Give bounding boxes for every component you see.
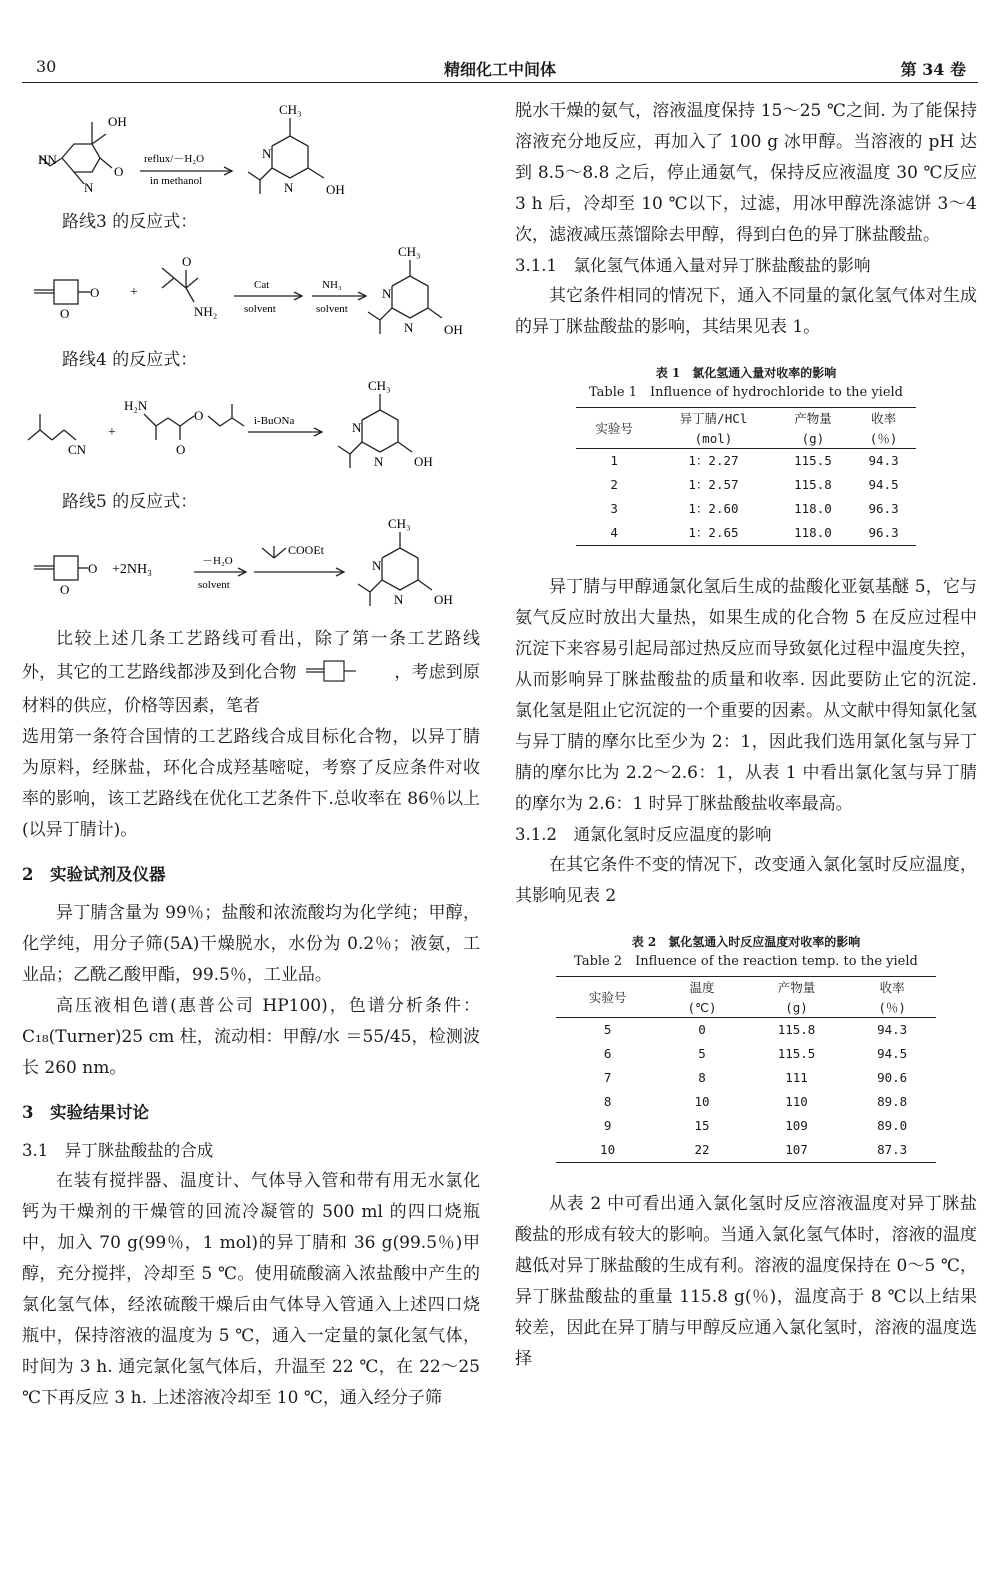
table1-cell: 4 bbox=[610, 525, 618, 540]
label-o-ester: O bbox=[176, 442, 186, 457]
label-cooet: COOEt bbox=[288, 543, 324, 557]
label-reflux: reflux/－H₂O bbox=[144, 153, 205, 165]
plus-sign: + bbox=[130, 285, 138, 300]
paragraph-table2-discussion: 从表 2 中可看出通入氯化氢时反应溶液温度对异丁脒盐酸盐的形成有较大的影响。当通入氯化氢气体时，溶液的温度越低对异丁脒盐酸的生成有利。溶液的温度保持在 0～5 ℃，异丁脒盐酸盐的重量 115.8 g(％)，温度高于 8 ℃以上结果较差，因此在异丁腈与甲醇反应通入氯化氢时，溶液的温度选择 bbox=[515, 1194, 977, 1369]
label-o-ether: O bbox=[194, 408, 204, 423]
table2-unit-product: (g) bbox=[785, 999, 808, 1015]
paragraph-synthesis: 在装有搅拌器、温度计、气体导入管和带有用无水氯化钙为干燥剂的干燥管的回流冷凝管的 500 ml 的四口烧瓶中，加入 70 g(99％，1 mol)的异丁腈和 36 g(99.5％)甲醇，充分搅拌，冷却至 5 ℃。使用硫酸滴入浓盐酸中产生的氯化氢气体，经浓硫酸干燥后由气体导入管通入上述四口烧瓶中，保持溶液的温度为 5 ℃，通入一定量的氯化氢气体，时间为 3 h. 通完氯化氢气体后，升温至 22 ℃，在 22～25 ℃下再反应 3 h. 上述溶液冷却至 10 ℃，通入经分子筛 bbox=[22, 1171, 480, 1408]
table2-cell: 115.5 bbox=[777, 1046, 816, 1061]
section-3-heading: 3 实验结果讨论 bbox=[22, 1103, 149, 1122]
table2-caption-en: Table 2 Influence of the reaction temp. to the yield bbox=[574, 954, 918, 969]
table2-cell: 115.8 bbox=[777, 1022, 816, 1037]
table2-cell: 111 bbox=[785, 1070, 808, 1085]
label-n-r4: N bbox=[352, 420, 362, 435]
table-row bbox=[576, 521, 916, 546]
table2-header-temp: 温度 bbox=[689, 980, 715, 995]
table-row bbox=[556, 1042, 936, 1066]
label-o-amide: O bbox=[182, 254, 192, 269]
table1-cell: 1：2.27 bbox=[688, 453, 739, 468]
label-n: N bbox=[84, 180, 94, 195]
route5-label: 路线5 的反应式： bbox=[62, 492, 198, 512]
table1-header-product: 产物量 bbox=[794, 411, 832, 426]
page-header bbox=[22, 57, 978, 81]
diketene-inline-structure bbox=[302, 655, 394, 691]
route3-label: 路线3 的反应式： bbox=[62, 212, 198, 232]
table1-unit-yield: (％) bbox=[869, 431, 898, 446]
table2-cell: 109 bbox=[785, 1118, 808, 1133]
table-row bbox=[576, 473, 916, 497]
table1-cell: 1 bbox=[610, 453, 618, 468]
table1-caption-en: Table 1 Influence of hydrochloride to the yield bbox=[589, 385, 903, 400]
reaction-scheme-route4 bbox=[22, 374, 480, 484]
reaction-scheme-route5 bbox=[22, 516, 480, 614]
label-plus-2nh3: +2NH₃ bbox=[112, 562, 152, 577]
table1-block bbox=[515, 363, 977, 546]
table-row bbox=[576, 449, 916, 474]
table2-block bbox=[515, 932, 977, 1163]
table1-cell: 115.5 bbox=[794, 453, 832, 468]
label-hn: HN bbox=[38, 152, 57, 167]
table2-cell: 89.0 bbox=[877, 1118, 908, 1133]
section-3-1-1-heading: 3.1.1 氯化氢气体通入量对异丁脒盐酸盐的影响 bbox=[515, 256, 871, 275]
table2-cell: 15 bbox=[694, 1118, 710, 1133]
table2-cell: 5 bbox=[603, 1022, 612, 1037]
label-n-r3-2: N bbox=[404, 320, 414, 335]
table2-cell: 22 bbox=[694, 1142, 710, 1157]
table1-cell: 94.3 bbox=[868, 453, 899, 468]
table1-cell: 3 bbox=[610, 501, 618, 516]
table1-cell: 94.5 bbox=[868, 477, 899, 492]
table2-caption-cn: 表 2 氯化氢通入时反应温度对收率的影响 bbox=[631, 935, 861, 949]
page-number: 30 bbox=[36, 57, 57, 76]
paragraph-hplc: 高压液相色谱(惠普公司 HP100)，色谱分析条件：C₁₈(Turner)25 cm 柱，流动相：甲醇/水 ＝55/45，检测波长 260 nm。 bbox=[22, 996, 480, 1078]
label-oh: OH bbox=[108, 114, 127, 129]
comparison-text-a: 比较上述几条工艺路线可看出，除了第一条工艺路线外，其它的工艺路线都涉及到化合物 bbox=[22, 629, 480, 683]
table2-cell: 6 bbox=[603, 1046, 612, 1061]
table1-cell: 2 bbox=[610, 477, 618, 492]
route4-label: 路线4 的反应式： bbox=[62, 350, 198, 370]
label-o-lactone: O bbox=[90, 285, 100, 300]
section-2-heading: 2 实验试剂及仪器 bbox=[22, 865, 166, 884]
table2-cell: 110 bbox=[785, 1094, 808, 1109]
label-n-r5-2: N bbox=[394, 592, 404, 607]
label-o-lactone-r5: O bbox=[88, 561, 98, 576]
comparison-text-b: ，考虑到原材料的供应，价格等因素，笔者 bbox=[22, 662, 481, 716]
table1-header-exp: 实验号 bbox=[576, 408, 652, 449]
table1-cell: 1：2.65 bbox=[688, 525, 739, 540]
label-o-ring: O bbox=[60, 306, 70, 321]
label-ch3-r4: CH₃ bbox=[368, 378, 391, 393]
table-row bbox=[556, 1018, 936, 1043]
table1-cell: 118.0 bbox=[794, 525, 832, 540]
label-o-ring-r5: O bbox=[60, 582, 70, 597]
table2-cell: 10 bbox=[694, 1094, 710, 1109]
table1-header-ratio: 异丁腈/HCl bbox=[679, 411, 748, 426]
table2-cell: 94.5 bbox=[877, 1046, 908, 1061]
table-row bbox=[556, 1090, 936, 1114]
label-oh-r4: OH bbox=[414, 454, 433, 469]
section-3-1-heading: 3.1 异丁脒盐酸盐的合成 bbox=[22, 1141, 214, 1160]
table2-cell: 8 bbox=[603, 1094, 612, 1109]
label-in-methanol: in methanol bbox=[150, 175, 203, 187]
table-row bbox=[556, 1138, 936, 1163]
reaction-scheme-route3 bbox=[22, 236, 480, 342]
paragraph-hcl-amount: 其它条件相同的情况下，通入不同量的氯化氢气体对生成的异丁脒盐酸盐的影响，其结果见表 1。 bbox=[515, 286, 977, 337]
label-cat: Cat bbox=[254, 279, 270, 291]
table2-cell: 8 bbox=[698, 1070, 706, 1085]
table2-header-exp: 实验号 bbox=[556, 977, 659, 1018]
label-h2n: H₂N bbox=[124, 398, 148, 413]
table2-cell: 87.3 bbox=[877, 1142, 908, 1157]
plus-sign-r4: + bbox=[108, 425, 116, 440]
table2-cell: 94.3 bbox=[877, 1022, 908, 1037]
table-row bbox=[556, 1066, 936, 1090]
table1-cell: 115.8 bbox=[794, 477, 832, 492]
table2-cell: 90.6 bbox=[877, 1070, 908, 1085]
table2-cell: 107 bbox=[785, 1142, 808, 1157]
label-n-product-2: N bbox=[284, 180, 294, 195]
table1-cell: 118.0 bbox=[794, 501, 832, 516]
table1 bbox=[576, 407, 916, 546]
table2-unit-yield: (％) bbox=[878, 1000, 906, 1015]
label-minus-h2o: －H₂O bbox=[202, 555, 233, 567]
table2-cell: 10 bbox=[600, 1142, 616, 1157]
table2-cell: 0 bbox=[698, 1022, 706, 1037]
label-n-product: N bbox=[262, 146, 272, 161]
table-row bbox=[556, 1114, 936, 1138]
paragraph-reagents: 异丁腈含量为 99％；盐酸和浓流酸均为化学纯；甲醇，化学纯，用分子筛(5A)干燥脱水，水份为 0.2％；液氨，工业品；乙酰乙酸甲酯，99.5％，工业品。 bbox=[22, 903, 480, 985]
label-cn: CN bbox=[68, 442, 87, 457]
label-n-r5: N bbox=[372, 558, 382, 573]
label-nh3: NH₃ bbox=[322, 279, 342, 291]
journal-title: 精细化工中间体 bbox=[443, 60, 556, 79]
label-oh-r3: OH bbox=[444, 322, 463, 337]
table2-unit-temp: (℃) bbox=[687, 999, 717, 1015]
table1-unit-ratio: (mol) bbox=[694, 430, 733, 446]
table2-header-yield: 收率 bbox=[879, 980, 905, 995]
label-nh2: NH₂ bbox=[194, 304, 218, 319]
table2-cell: 5 bbox=[698, 1046, 706, 1061]
section-3-1-2-heading: 3.1.2 通氯化氢时反应温度的影响 bbox=[515, 825, 772, 844]
label-solvent-r5: solvent bbox=[198, 579, 230, 591]
label-ch3-r5: CH₃ bbox=[388, 516, 411, 531]
left-column bbox=[22, 96, 480, 1414]
right-column bbox=[515, 96, 977, 1375]
paragraph-temperature: 在其它条件不变的情况下，改变通入氯化氢时反应温度，其影响见表 2 bbox=[515, 855, 977, 906]
paragraph-iminoether: 异丁腈与甲醇通氯化氢后生成的盐酸化亚氨基醚 5，它与氨气反应时放出大量热，如果生成的化合物 5 在反应过程中沉淀下来容易引起局部过热反应而导致氨化过程中温度失控，从而影响异丁脒盐酸盐的质量和收率. 因此要防止它的沉淀. 氯化氢是阻止它沉淀的一个重要的因素。从文献中得知氯化氢与异丁腈的摩尔比至少为 2：1，因此我们选用氯化氢与异丁腈的摩尔比为 2.2～2.6：1，从表 1 中看出氯化氢与异丁腈的摩尔为 2.6：1 时异丁脒盐酸盐收率最高。 bbox=[515, 577, 977, 814]
label-oh-r5: OH bbox=[434, 592, 453, 607]
label-oh-product: OH bbox=[326, 182, 345, 197]
paragraph-comparison bbox=[22, 624, 480, 722]
table1-cell: 1：2.60 bbox=[688, 501, 739, 516]
paragraph-synthesis-continued: 脱水干燥的氨气，溶液温度保持 15～25 ℃之间. 为了能保持溶液充分地反应，再加入了 100 g 冰甲醇。当溶液的 pH 达到 8.5～8.8 之后，停止通氨气，保持反应液温度 30 ℃反应 3 h 后，冷却至 10 ℃以下，过滤，用冰甲醇洗涤滤饼 3～4 次，滤液减压蒸馏除去甲醇，得到白色的异丁脒盐酸盐。 bbox=[515, 101, 977, 245]
header-rule bbox=[22, 82, 978, 83]
table2-cell: 89.8 bbox=[877, 1094, 908, 1109]
table1-cell: 1：2.57 bbox=[688, 477, 739, 492]
table2-cell: 7 bbox=[603, 1070, 612, 1085]
label-n-r3: N bbox=[382, 286, 392, 301]
label-ibuona: i-BuONa bbox=[254, 415, 295, 427]
table1-header-yield: 收率 bbox=[871, 411, 897, 426]
label-solvent-2: solvent bbox=[316, 303, 348, 315]
label-n-r4-2: N bbox=[374, 454, 384, 469]
table2-cell: 9 bbox=[603, 1118, 612, 1133]
table-row bbox=[576, 497, 916, 521]
paragraph-route-choice: 选用第一条符合国情的工艺路线合成目标化合物，以异丁腈为原料，经脒盐，环化合成羟基嘧啶，考察了反应条件对收率的影响，该工艺路线在优化工艺条件下.总收率在 86％以上(以异丁腈计)。 bbox=[22, 727, 480, 840]
label-solvent: solvent bbox=[244, 303, 276, 315]
label-o: O bbox=[114, 164, 124, 179]
table1-caption-cn: 表 1 氯化氢通入量对收率的影响 bbox=[655, 366, 837, 380]
label-ch3: CH₃ bbox=[279, 102, 302, 117]
table1-cell: 96.3 bbox=[868, 525, 899, 540]
reaction-scheme-route2 bbox=[22, 96, 480, 208]
table2 bbox=[556, 976, 936, 1163]
volume-label: 第 34 卷 bbox=[900, 60, 966, 79]
label-ch3-r3: CH₃ bbox=[398, 244, 421, 259]
table2-header-product: 产物量 bbox=[777, 980, 816, 995]
table1-unit-product: (g) bbox=[801, 430, 825, 446]
table1-cell: 96.3 bbox=[868, 501, 899, 516]
